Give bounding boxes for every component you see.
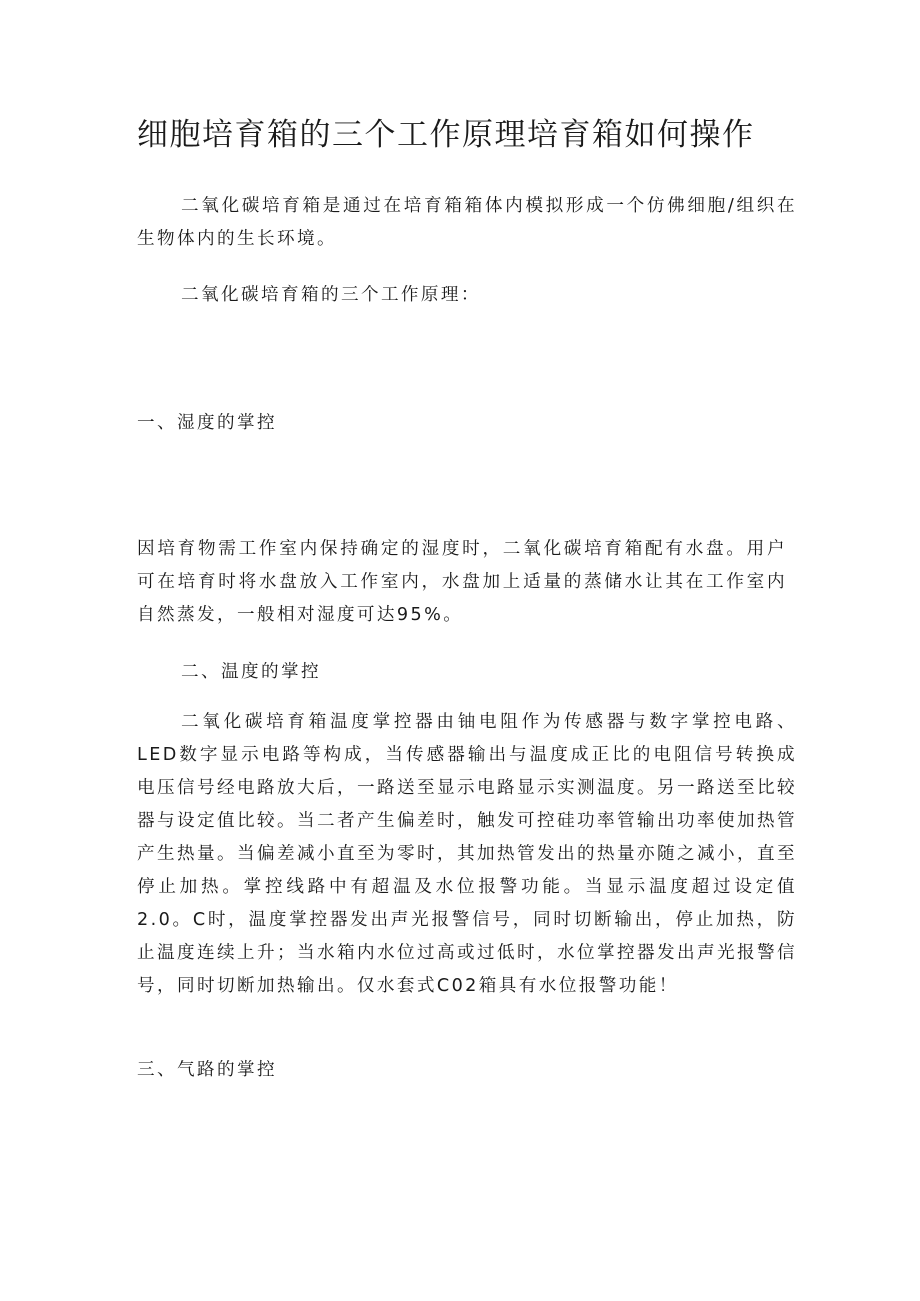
principles-lead-paragraph: 二氧化碳培育箱的三个工作原理： (181, 285, 481, 305)
humidity-paragraph: 因培育物需工作室内保持确定的湿度时，二氧化碳培育箱配有水盘。用户可在培育时将水盘放入工作室内，水盘加上适量的蒸储水让其在工作室内自然蒸发，一般相对湿度可达95%。 (137, 539, 787, 625)
intro-paragraph: 二氧化碳培育箱是通过在培育箱箱体内模拟形成一个仿佛细胞/组织在生物体内的生长环境。 (137, 196, 797, 249)
temperature-paragraph: 二氧化碳培育箱温度掌控器由铀电阻作为传感器与数字掌控电路、LED数字显示电路等构成，当传感器输出与温度成正比的电阻信号转换成电压信号经电路放大后，一路送至显示电路显示实测温度。另一路送至比较器与设定值比较。当二者产生偏差时，触发可控硅功率管输出功率使加热管产生热量。当偏差减小直至为零时，其加热管发出的热量亦随之减小，直至停止加热。掌控线路中有超温及水位报警功能。当显示温度超过设定值2.0。C时，温度掌控器发出声光报警信号，同时切断输出，停止加热，防止温度连续上升；当水箱内水位过高或过低时，水位掌控器发出声光报警信号，同时切断加热输出。仅水套式C02箱具有水位报警功能！ (137, 712, 797, 996)
document-title: 细胞培育箱的三个工作原理培育箱如何操作 (137, 117, 755, 153)
section-heading-temperature: 二、温度的掌控 (181, 662, 321, 682)
section-heading-humidity: 一、湿度的掌控 (137, 413, 277, 433)
section-heading-gas: 三、气路的掌控 (137, 1060, 277, 1080)
